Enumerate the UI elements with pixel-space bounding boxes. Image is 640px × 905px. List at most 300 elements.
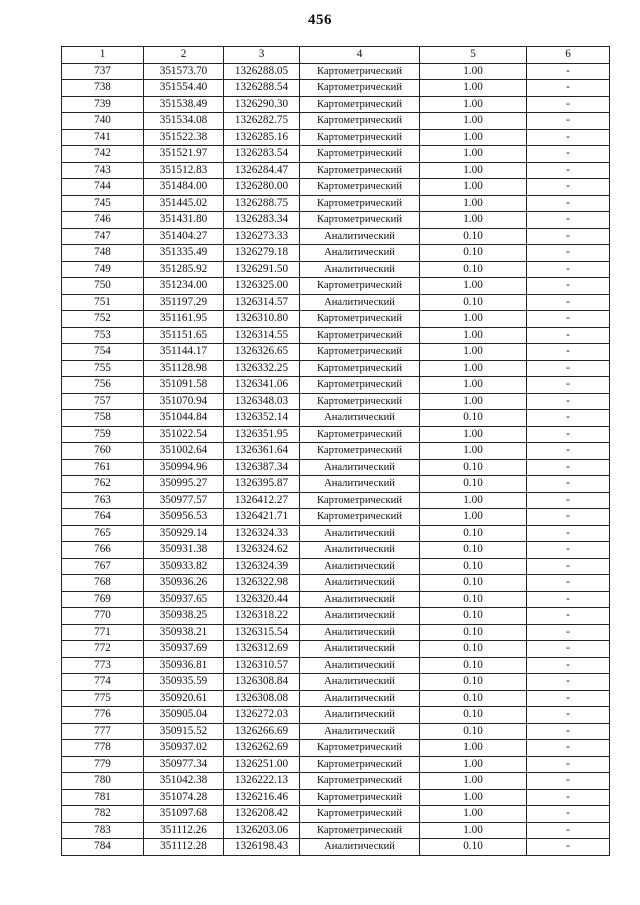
cell-y-coordinate: 1326282.75 xyxy=(224,113,300,130)
cell-accuracy: 0.10 xyxy=(420,245,527,262)
cell-y-coordinate: 1326324.33 xyxy=(224,525,300,542)
cell-point-number: 783 xyxy=(62,822,144,839)
cell-note: - xyxy=(527,63,610,80)
cell-method: Аналитический xyxy=(300,558,420,575)
cell-y-coordinate: 1326262.69 xyxy=(224,740,300,757)
cell-x-coordinate: 350938.25 xyxy=(144,608,224,625)
cell-note: - xyxy=(527,344,610,361)
cell-method: Картометрический xyxy=(300,278,420,295)
cell-accuracy: 0.10 xyxy=(420,228,527,245)
cell-y-coordinate: 1326285.16 xyxy=(224,129,300,146)
cell-y-coordinate: 1326326.65 xyxy=(224,344,300,361)
cell-accuracy: 0.10 xyxy=(420,558,527,575)
cell-method: Картометрический xyxy=(300,195,420,212)
cell-y-coordinate: 1326325.00 xyxy=(224,278,300,295)
cell-accuracy: 1.00 xyxy=(420,63,527,80)
cell-x-coordinate: 351097.68 xyxy=(144,806,224,823)
cell-method: Картометрический xyxy=(300,806,420,823)
table-row xyxy=(62,756,610,773)
cell-note: - xyxy=(527,690,610,707)
table-row xyxy=(62,410,610,427)
cell-x-coordinate: 351234.00 xyxy=(144,278,224,295)
cell-accuracy: 0.10 xyxy=(420,294,527,311)
table-row xyxy=(62,360,610,377)
cell-x-coordinate: 351161.95 xyxy=(144,311,224,328)
cell-accuracy: 1.00 xyxy=(420,80,527,97)
cell-point-number: 754 xyxy=(62,344,144,361)
cell-accuracy: 0.10 xyxy=(420,591,527,608)
cell-note: - xyxy=(527,179,610,196)
cell-point-number: 755 xyxy=(62,360,144,377)
cell-y-coordinate: 1326284.47 xyxy=(224,162,300,179)
cell-y-coordinate: 1326222.13 xyxy=(224,773,300,790)
cell-y-coordinate: 1326314.55 xyxy=(224,327,300,344)
cell-point-number: 743 xyxy=(62,162,144,179)
cell-note: - xyxy=(527,278,610,295)
cell-accuracy: 0.10 xyxy=(420,723,527,740)
table-row xyxy=(62,690,610,707)
cell-x-coordinate: 351445.02 xyxy=(144,195,224,212)
cell-method: Аналитический xyxy=(300,410,420,427)
cell-y-coordinate: 1326332.25 xyxy=(224,360,300,377)
cell-x-coordinate: 351521.97 xyxy=(144,146,224,163)
cell-accuracy: 1.00 xyxy=(420,96,527,113)
cell-point-number: 741 xyxy=(62,129,144,146)
cell-method: Картометрический xyxy=(300,789,420,806)
cell-note: - xyxy=(527,410,610,427)
cell-note: - xyxy=(527,443,610,460)
cell-method: Картометрический xyxy=(300,212,420,229)
cell-point-number: 772 xyxy=(62,641,144,658)
cell-method: Картометрический xyxy=(300,129,420,146)
cell-method: Аналитический xyxy=(300,723,420,740)
cell-x-coordinate: 351534.08 xyxy=(144,113,224,130)
cell-method: Картометрический xyxy=(300,360,420,377)
table-row xyxy=(62,393,610,410)
cell-point-number: 784 xyxy=(62,839,144,856)
cell-note: - xyxy=(527,839,610,856)
cell-note: - xyxy=(527,608,610,625)
cell-accuracy: 0.10 xyxy=(420,525,527,542)
cell-method: Аналитический xyxy=(300,608,420,625)
cell-point-number: 753 xyxy=(62,327,144,344)
table-row xyxy=(62,806,610,823)
cell-accuracy: 1.00 xyxy=(420,773,527,790)
table-row xyxy=(62,162,610,179)
cell-point-number: 749 xyxy=(62,261,144,278)
cell-x-coordinate: 351573.70 xyxy=(144,63,224,80)
cell-y-coordinate: 1326412.27 xyxy=(224,492,300,509)
column-header: 5 xyxy=(420,47,527,64)
table-row xyxy=(62,707,610,724)
cell-point-number: 756 xyxy=(62,377,144,394)
table-row xyxy=(62,426,610,443)
cell-note: - xyxy=(527,113,610,130)
cell-note: - xyxy=(527,476,610,493)
cell-note: - xyxy=(527,756,610,773)
cell-y-coordinate: 1326288.54 xyxy=(224,80,300,97)
cell-y-coordinate: 1326351.95 xyxy=(224,426,300,443)
column-header: 2 xyxy=(144,47,224,64)
cell-y-coordinate: 1326312.69 xyxy=(224,641,300,658)
cell-accuracy: 1.00 xyxy=(420,806,527,823)
cell-x-coordinate: 351538.49 xyxy=(144,96,224,113)
cell-method: Аналитический xyxy=(300,674,420,691)
cell-x-coordinate: 350995.27 xyxy=(144,476,224,493)
table-row xyxy=(62,228,610,245)
cell-y-coordinate: 1326421.71 xyxy=(224,509,300,526)
cell-x-coordinate: 350937.65 xyxy=(144,591,224,608)
cell-accuracy: 0.10 xyxy=(420,476,527,493)
cell-note: - xyxy=(527,377,610,394)
cell-point-number: 773 xyxy=(62,657,144,674)
cell-method: Картометрический xyxy=(300,773,420,790)
table-row xyxy=(62,377,610,394)
cell-note: - xyxy=(527,96,610,113)
cell-point-number: 758 xyxy=(62,410,144,427)
cell-method: Картометрический xyxy=(300,492,420,509)
cell-point-number: 761 xyxy=(62,459,144,476)
cell-y-coordinate: 1326322.98 xyxy=(224,575,300,592)
cell-method: Картометрический xyxy=(300,740,420,757)
cell-point-number: 763 xyxy=(62,492,144,509)
cell-point-number: 738 xyxy=(62,80,144,97)
cell-note: - xyxy=(527,261,610,278)
cell-x-coordinate: 350938.21 xyxy=(144,624,224,641)
cell-method: Картометрический xyxy=(300,113,420,130)
cell-x-coordinate: 351335.49 xyxy=(144,245,224,262)
cell-note: - xyxy=(527,773,610,790)
table-row xyxy=(62,641,610,658)
cell-method: Картометрический xyxy=(300,377,420,394)
cell-note: - xyxy=(527,393,610,410)
cell-note: - xyxy=(527,129,610,146)
table-row xyxy=(62,740,610,757)
cell-y-coordinate: 1326272.03 xyxy=(224,707,300,724)
table-row xyxy=(62,113,610,130)
cell-y-coordinate: 1326290.30 xyxy=(224,96,300,113)
column-header: 1 xyxy=(62,47,144,64)
table-row xyxy=(62,492,610,509)
table-row xyxy=(62,591,610,608)
cell-x-coordinate: 351128.98 xyxy=(144,360,224,377)
cell-note: - xyxy=(527,707,610,724)
cell-accuracy: 1.00 xyxy=(420,278,527,295)
cell-point-number: 770 xyxy=(62,608,144,625)
cell-point-number: 767 xyxy=(62,558,144,575)
table-row xyxy=(62,344,610,361)
cell-note: - xyxy=(527,806,610,823)
cell-accuracy: 1.00 xyxy=(420,509,527,526)
cell-y-coordinate: 1326288.05 xyxy=(224,63,300,80)
cell-x-coordinate: 351144.17 xyxy=(144,344,224,361)
table-row xyxy=(62,443,610,460)
table-row xyxy=(62,624,610,641)
cell-method: Картометрический xyxy=(300,443,420,460)
cell-point-number: 775 xyxy=(62,690,144,707)
cell-accuracy: 1.00 xyxy=(420,756,527,773)
cell-accuracy: 0.10 xyxy=(420,674,527,691)
table-row xyxy=(62,542,610,559)
table-row xyxy=(62,509,610,526)
cell-note: - xyxy=(527,657,610,674)
cell-method: Аналитический xyxy=(300,459,420,476)
cell-x-coordinate: 350905.04 xyxy=(144,707,224,724)
cell-method: Аналитический xyxy=(300,525,420,542)
cell-note: - xyxy=(527,426,610,443)
cell-accuracy: 0.10 xyxy=(420,624,527,641)
cell-method: Картометрический xyxy=(300,344,420,361)
cell-point-number: 768 xyxy=(62,575,144,592)
cell-note: - xyxy=(527,360,610,377)
cell-x-coordinate: 351285.92 xyxy=(144,261,224,278)
cell-x-coordinate: 350994.96 xyxy=(144,459,224,476)
cell-x-coordinate: 351091.58 xyxy=(144,377,224,394)
cell-point-number: 780 xyxy=(62,773,144,790)
cell-point-number: 776 xyxy=(62,707,144,724)
cell-note: - xyxy=(527,294,610,311)
cell-accuracy: 0.10 xyxy=(420,575,527,592)
cell-method: Картометрический xyxy=(300,822,420,839)
cell-y-coordinate: 1326314.57 xyxy=(224,294,300,311)
cell-note: - xyxy=(527,80,610,97)
cell-accuracy: 1.00 xyxy=(420,311,527,328)
cell-point-number: 759 xyxy=(62,426,144,443)
cell-accuracy: 0.10 xyxy=(420,410,527,427)
cell-y-coordinate: 1326310.57 xyxy=(224,657,300,674)
coordinates-table xyxy=(61,46,610,856)
cell-point-number: 747 xyxy=(62,228,144,245)
column-header: 3 xyxy=(224,47,300,64)
cell-accuracy: 0.10 xyxy=(420,542,527,559)
cell-accuracy: 0.10 xyxy=(420,459,527,476)
cell-x-coordinate: 351484.00 xyxy=(144,179,224,196)
cell-point-number: 766 xyxy=(62,542,144,559)
cell-note: - xyxy=(527,311,610,328)
cell-x-coordinate: 350936.81 xyxy=(144,657,224,674)
cell-accuracy: 1.00 xyxy=(420,113,527,130)
table-row xyxy=(62,789,610,806)
cell-method: Аналитический xyxy=(300,476,420,493)
cell-y-coordinate: 1326280.00 xyxy=(224,179,300,196)
cell-accuracy: 0.10 xyxy=(420,657,527,674)
cell-method: Аналитический xyxy=(300,228,420,245)
cell-note: - xyxy=(527,492,610,509)
cell-accuracy: 1.00 xyxy=(420,740,527,757)
cell-accuracy: 1.00 xyxy=(420,789,527,806)
cell-method: Картометрический xyxy=(300,756,420,773)
table-body xyxy=(62,63,610,855)
column-header: 6 xyxy=(527,47,610,64)
cell-note: - xyxy=(527,228,610,245)
cell-x-coordinate: 351070.94 xyxy=(144,393,224,410)
cell-x-coordinate: 350956.53 xyxy=(144,509,224,526)
cell-point-number: 781 xyxy=(62,789,144,806)
cell-y-coordinate: 1326291.50 xyxy=(224,261,300,278)
cell-y-coordinate: 1326324.39 xyxy=(224,558,300,575)
table-row xyxy=(62,261,610,278)
cell-accuracy: 0.10 xyxy=(420,261,527,278)
cell-accuracy: 0.10 xyxy=(420,839,527,856)
cell-note: - xyxy=(527,723,610,740)
cell-y-coordinate: 1326315.54 xyxy=(224,624,300,641)
cell-point-number: 765 xyxy=(62,525,144,542)
cell-point-number: 744 xyxy=(62,179,144,196)
cell-x-coordinate: 351112.28 xyxy=(144,839,224,856)
cell-note: - xyxy=(527,525,610,542)
table-row xyxy=(62,674,610,691)
cell-method: Аналитический xyxy=(300,542,420,559)
cell-method: Аналитический xyxy=(300,624,420,641)
cell-x-coordinate: 350915.52 xyxy=(144,723,224,740)
cell-accuracy: 0.10 xyxy=(420,641,527,658)
cell-x-coordinate: 351022.54 xyxy=(144,426,224,443)
cell-y-coordinate: 1326273.33 xyxy=(224,228,300,245)
cell-accuracy: 1.00 xyxy=(420,162,527,179)
cell-x-coordinate: 351151.65 xyxy=(144,327,224,344)
cell-point-number: 740 xyxy=(62,113,144,130)
cell-method: Аналитический xyxy=(300,707,420,724)
cell-point-number: 751 xyxy=(62,294,144,311)
cell-method: Аналитический xyxy=(300,591,420,608)
cell-method: Картометрический xyxy=(300,146,420,163)
cell-y-coordinate: 1326198.43 xyxy=(224,839,300,856)
cell-method: Аналитический xyxy=(300,657,420,674)
cell-method: Картометрический xyxy=(300,179,420,196)
table-row xyxy=(62,327,610,344)
cell-point-number: 777 xyxy=(62,723,144,740)
table-row xyxy=(62,80,610,97)
cell-method: Картометрический xyxy=(300,426,420,443)
cell-note: - xyxy=(527,542,610,559)
cell-y-coordinate: 1326387.34 xyxy=(224,459,300,476)
cell-point-number: 764 xyxy=(62,509,144,526)
cell-point-number: 752 xyxy=(62,311,144,328)
table-row xyxy=(62,525,610,542)
cell-x-coordinate: 351074.28 xyxy=(144,789,224,806)
table-row xyxy=(62,278,610,295)
cell-x-coordinate: 351431.80 xyxy=(144,212,224,229)
cell-note: - xyxy=(527,212,610,229)
cell-y-coordinate: 1326308.84 xyxy=(224,674,300,691)
cell-note: - xyxy=(527,641,610,658)
cell-note: - xyxy=(527,789,610,806)
cell-y-coordinate: 1326310.80 xyxy=(224,311,300,328)
cell-y-coordinate: 1326348.03 xyxy=(224,393,300,410)
cell-note: - xyxy=(527,558,610,575)
cell-y-coordinate: 1326361.64 xyxy=(224,443,300,460)
table-row xyxy=(62,657,610,674)
cell-point-number: 762 xyxy=(62,476,144,493)
cell-accuracy: 1.00 xyxy=(420,377,527,394)
cell-accuracy: 1.00 xyxy=(420,344,527,361)
cell-point-number: 782 xyxy=(62,806,144,823)
table-row xyxy=(62,459,610,476)
cell-accuracy: 1.00 xyxy=(420,212,527,229)
cell-x-coordinate: 351554.40 xyxy=(144,80,224,97)
cell-x-coordinate: 350937.02 xyxy=(144,740,224,757)
table-row xyxy=(62,575,610,592)
table-row xyxy=(62,179,610,196)
cell-note: - xyxy=(527,245,610,262)
cell-y-coordinate: 1326318.22 xyxy=(224,608,300,625)
cell-x-coordinate: 351042.38 xyxy=(144,773,224,790)
cell-note: - xyxy=(527,459,610,476)
cell-y-coordinate: 1326341.06 xyxy=(224,377,300,394)
cell-method: Аналитический xyxy=(300,641,420,658)
cell-point-number: 750 xyxy=(62,278,144,295)
cell-point-number: 737 xyxy=(62,63,144,80)
cell-x-coordinate: 350936.26 xyxy=(144,575,224,592)
cell-y-coordinate: 1326283.54 xyxy=(224,146,300,163)
cell-note: - xyxy=(527,146,610,163)
cell-x-coordinate: 350977.34 xyxy=(144,756,224,773)
cell-y-coordinate: 1326288.75 xyxy=(224,195,300,212)
table-row xyxy=(62,839,610,856)
cell-y-coordinate: 1326279.18 xyxy=(224,245,300,262)
cell-note: - xyxy=(527,509,610,526)
table-row xyxy=(62,146,610,163)
cell-y-coordinate: 1326216.46 xyxy=(224,789,300,806)
cell-note: - xyxy=(527,327,610,344)
cell-x-coordinate: 351512.83 xyxy=(144,162,224,179)
table-row xyxy=(62,212,610,229)
cell-x-coordinate: 350933.82 xyxy=(144,558,224,575)
cell-x-coordinate: 350977.57 xyxy=(144,492,224,509)
cell-x-coordinate: 351522.38 xyxy=(144,129,224,146)
cell-x-coordinate: 350929.14 xyxy=(144,525,224,542)
cell-method: Аналитический xyxy=(300,245,420,262)
table-row xyxy=(62,294,610,311)
cell-point-number: 779 xyxy=(62,756,144,773)
cell-point-number: 778 xyxy=(62,740,144,757)
table-row xyxy=(62,608,610,625)
table-row xyxy=(62,723,610,740)
cell-accuracy: 1.00 xyxy=(420,146,527,163)
cell-method: Аналитический xyxy=(300,294,420,311)
cell-x-coordinate: 350920.61 xyxy=(144,690,224,707)
table-row xyxy=(62,773,610,790)
cell-point-number: 771 xyxy=(62,624,144,641)
cell-y-coordinate: 1326352.14 xyxy=(224,410,300,427)
cell-accuracy: 1.00 xyxy=(420,195,527,212)
cell-method: Аналитический xyxy=(300,839,420,856)
cell-method: Картометрический xyxy=(300,162,420,179)
cell-x-coordinate: 351112.26 xyxy=(144,822,224,839)
cell-point-number: 745 xyxy=(62,195,144,212)
cell-method: Картометрический xyxy=(300,327,420,344)
cell-note: - xyxy=(527,575,610,592)
table-row xyxy=(62,311,610,328)
cell-y-coordinate: 1326208.42 xyxy=(224,806,300,823)
cell-point-number: 746 xyxy=(62,212,144,229)
cell-method: Картометрический xyxy=(300,80,420,97)
cell-x-coordinate: 351197.29 xyxy=(144,294,224,311)
table-row xyxy=(62,558,610,575)
cell-y-coordinate: 1326251.00 xyxy=(224,756,300,773)
table-row xyxy=(62,96,610,113)
cell-accuracy: 1.00 xyxy=(420,822,527,839)
cell-x-coordinate: 351002.64 xyxy=(144,443,224,460)
cell-note: - xyxy=(527,624,610,641)
cell-method: Картометрический xyxy=(300,509,420,526)
cell-accuracy: 1.00 xyxy=(420,179,527,196)
cell-method: Аналитический xyxy=(300,261,420,278)
cell-accuracy: 1.00 xyxy=(420,426,527,443)
cell-point-number: 739 xyxy=(62,96,144,113)
column-header: 4 xyxy=(300,47,420,64)
cell-point-number: 760 xyxy=(62,443,144,460)
